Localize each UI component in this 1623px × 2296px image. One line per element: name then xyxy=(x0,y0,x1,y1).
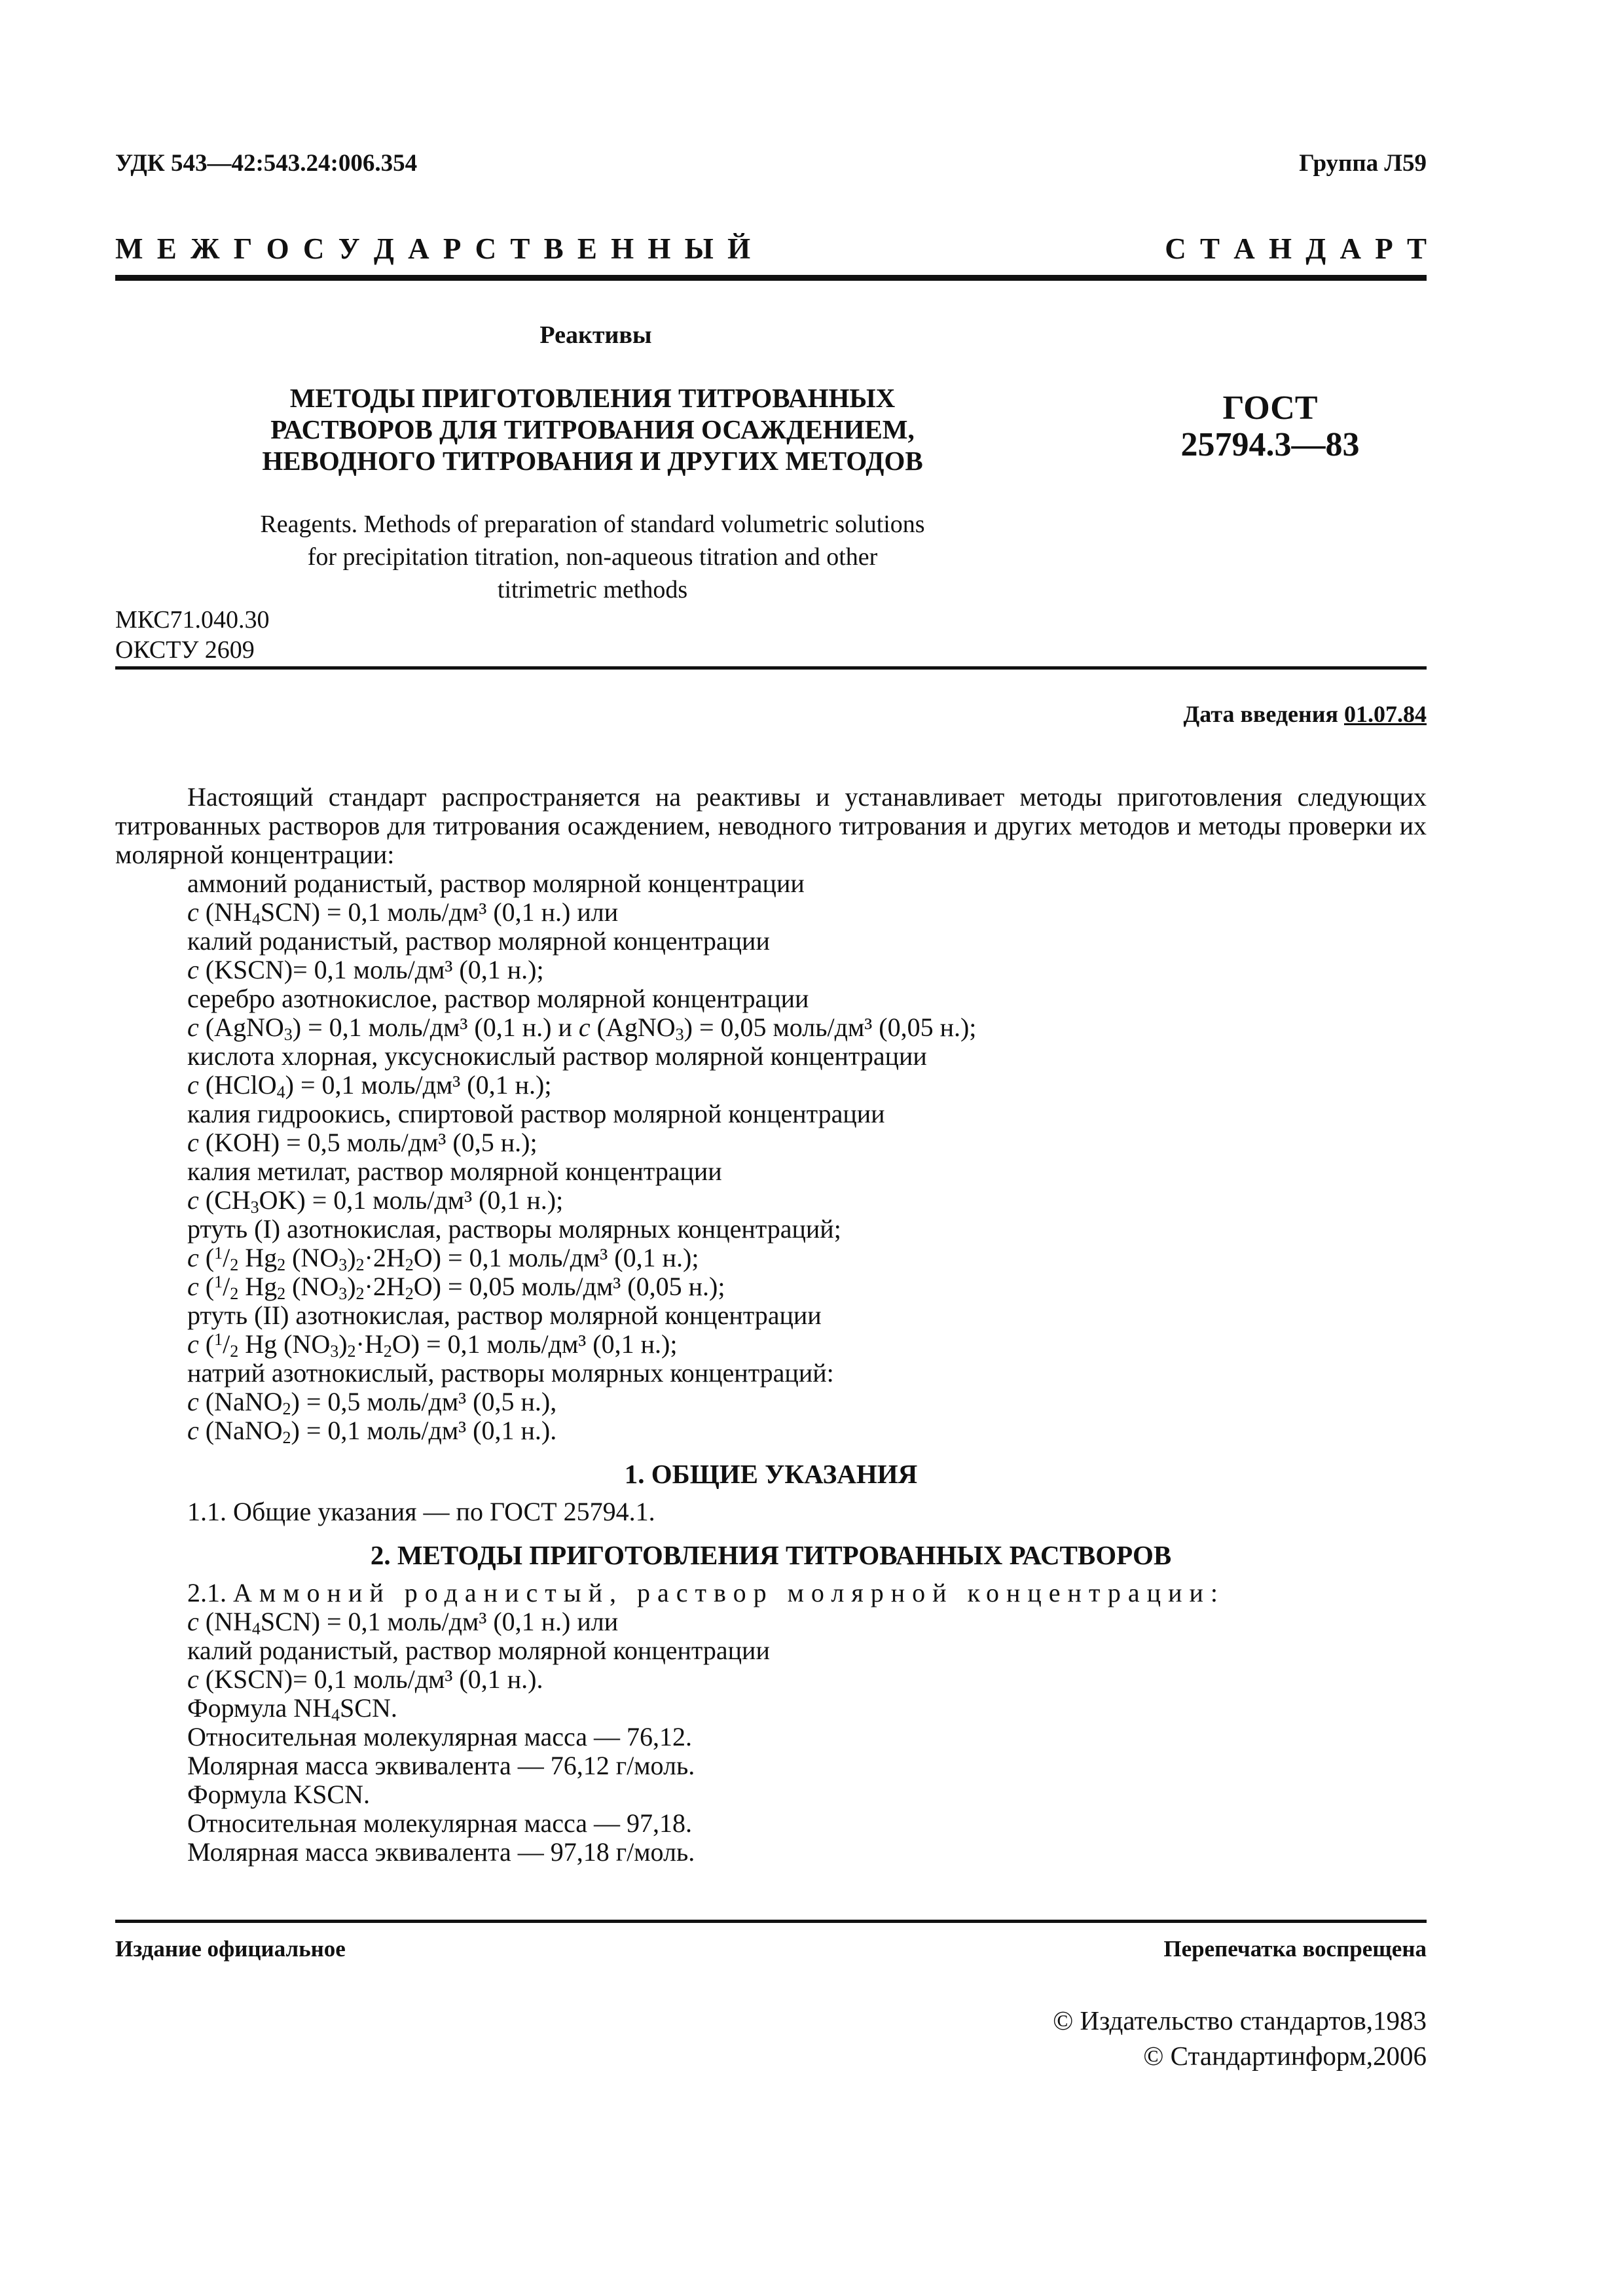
section-1-heading: 1. ОБЩИЕ УКАЗАНИЯ xyxy=(624,1459,918,1489)
formula-line: Формула $NH_4SCN$. xyxy=(187,1693,397,1725)
title-line: МЕТОДЫ ПРИГОТОВЛЕНИЯ ТИТРОВАННЫХ xyxy=(289,383,896,413)
formula-line: c ($^1/_2$ $Hg_2$ $(NO_3)_2\cdot 2H_2O) = 0,05$ моль/дм³ (0,05 н.); xyxy=(187,1272,725,1303)
list-item: аммоний роданистый, раствор молярной концентрации xyxy=(187,869,805,898)
formula-line: c (KOH) = 0,5 моль/дм³ (0,5 н.); xyxy=(187,1128,538,1157)
list-item: калия гидроокись, спиртовой раствор молярной концентрации xyxy=(187,1099,885,1128)
list-item: кислота хлорная, уксуснокислый раствор молярной концентрации xyxy=(187,1041,927,1071)
copyright-line: © Издательство стандартов,1983 xyxy=(1053,2005,1427,2036)
formula-line: c (NaNO$_2$) = 0,1 моль/дм³ (0,1 н.). xyxy=(187,1416,557,1447)
udk-code: УДК 543—42:543.24:006.354 xyxy=(115,150,418,177)
formula-line: c (NaNO$_2$) = 0,5 моль/дм³ (0,5 н.), xyxy=(187,1387,557,1418)
text-line: Молярная масса эквивалента — 76,12 г/моль. xyxy=(187,1751,695,1780)
formula-line: c ($^1/_2$ $Hg_2$ $(NO_3)_2\cdot 2H_2O) = 0,1$ моль/дм³ (0,1 н.); xyxy=(187,1243,699,1274)
list-item: калия метилат, раствор молярной концентрации xyxy=(187,1157,722,1186)
date-value: 01.07.84 xyxy=(1344,701,1427,727)
reprint-prohibited-label: Перепечатка воспрещена xyxy=(1163,1936,1427,1962)
formula-line: c $(CH_3OK) = 0,1$ моль/дм³ (0,1 н.); xyxy=(187,1185,564,1217)
clause-2-1-title: 2.1. Аммоний роданистый, раствор молярной концентрации: xyxy=(187,1578,1225,1607)
standard-banner xyxy=(115,229,1427,268)
formula-line: c ($^1/_2$ Hg $(NO_3)_2\cdot H_2O) = 0,1$ моль/дм³ (0,1 н.); xyxy=(187,1329,678,1361)
formula-line: c (KSCN)= 0,1 моль/дм³ (0,1 н.). xyxy=(187,1664,543,1694)
copyright-block xyxy=(1053,2003,1427,2073)
text-line: Относительная молекулярная масса — 76,12. xyxy=(187,1722,692,1751)
classification-codes xyxy=(115,605,270,665)
list-item: ртуть (II) азотнокислая, раствор молярной концентрации xyxy=(187,1300,822,1330)
copyright-line: © Стандартинформ,2006 xyxy=(1143,2041,1427,2071)
top-rule xyxy=(115,275,1427,281)
okstu-code: ОКСТУ 2609 xyxy=(115,636,255,664)
formula-line: c $(NH_4SCN) = 0,1$ моль/дм³ (0,1 н.) или xyxy=(187,897,619,929)
list-item: ртуть (I) азотнокислая, растворы молярных концентраций; xyxy=(187,1214,841,1244)
english-title xyxy=(196,508,989,606)
document-title xyxy=(210,382,976,476)
english-title-line: for precipitation titration, non-aqueous titration and other xyxy=(307,543,878,571)
title-line: НЕВОДНОГО ТИТРОВАНИЯ И ДРУГИХ МЕТОДОВ xyxy=(262,446,923,476)
section-2-heading: 2. МЕТОДЫ ПРИГОТОВЛЕНИЯ ТИТРОВАННЫХ РАСТВОРОВ xyxy=(370,1540,1172,1570)
middle-rule xyxy=(115,666,1427,670)
reagents-heading: Реактивы xyxy=(539,321,652,349)
list-item: калий роданистый, раствор молярной концентрации xyxy=(187,1636,770,1665)
list-item: серебро азотнокислое, раствор молярной концентрации xyxy=(187,984,809,1013)
text-line: Относительная молекулярная масса — 97,18. xyxy=(187,1808,692,1838)
mks-code: МКС71.040.30 xyxy=(115,606,270,634)
formula-line: c $(NH_4SCN) = 0,1$ моль/дм³ (0,1 н.) или xyxy=(187,1607,619,1638)
list-item: натрий азотнокислый, растворы молярных концентраций: xyxy=(187,1358,834,1388)
group-code: Группа Л59 xyxy=(1299,150,1427,177)
text-line: Формула KSCN. xyxy=(187,1780,370,1809)
formula-line: c (KSCN)= 0,1 моль/дм³ (0,1 н.); xyxy=(187,955,544,984)
gost-designation xyxy=(1139,390,1401,463)
intro-paragraph: Настоящий стандарт распространяется на реактивы и устанавливает методы приготовления следующих титрованных растворов для титрования осаждением, неводного титрования и других методов и методы проверки их молярной концентрации: xyxy=(115,782,1427,869)
section-1-paragraph: 1.1. Общие указания — по ГОСТ 25794.1. xyxy=(187,1497,655,1526)
introduction-date xyxy=(1184,700,1427,728)
formula-line: c (AgNO$_3$) = 0,1 моль/дм³ (0,1 н.) и c (AgNO$_3$) = 0,05 моль/дм³ (0,05 н.); xyxy=(187,1013,977,1044)
document-body xyxy=(115,783,1427,1867)
list-item: калий роданистый, раствор молярной концентрации xyxy=(187,926,770,956)
title-line: РАСТВОРОВ ДЛЯ ТИТРОВАНИЯ ОСАЖДЕНИЕМ, xyxy=(270,414,915,444)
banner-word-standard: С Т А Н Д А Р Т xyxy=(1165,232,1427,265)
gost-number: 25794.3—83 xyxy=(1180,426,1360,463)
text-line: Молярная масса эквивалента — 97,18 г/моль. xyxy=(187,1837,695,1867)
formula-line: c (HClO$_4$) = 0,1 моль/дм³ (0,1 н.); xyxy=(187,1070,552,1102)
english-title-line: Reagents. Methods of preparation of standard volumetric solutions xyxy=(260,511,925,538)
official-edition-label: Издание официальное xyxy=(115,1936,346,1962)
gost-label: ГОСТ xyxy=(1222,389,1318,427)
date-label: Дата введения xyxy=(1183,701,1338,727)
english-title-line: titrimetric methods xyxy=(497,576,688,603)
bottom-rule xyxy=(115,1920,1427,1923)
banner-word-interstate: М Е Ж Г О С У Д А Р С Т В Е Н Н Ы Й xyxy=(115,232,751,265)
